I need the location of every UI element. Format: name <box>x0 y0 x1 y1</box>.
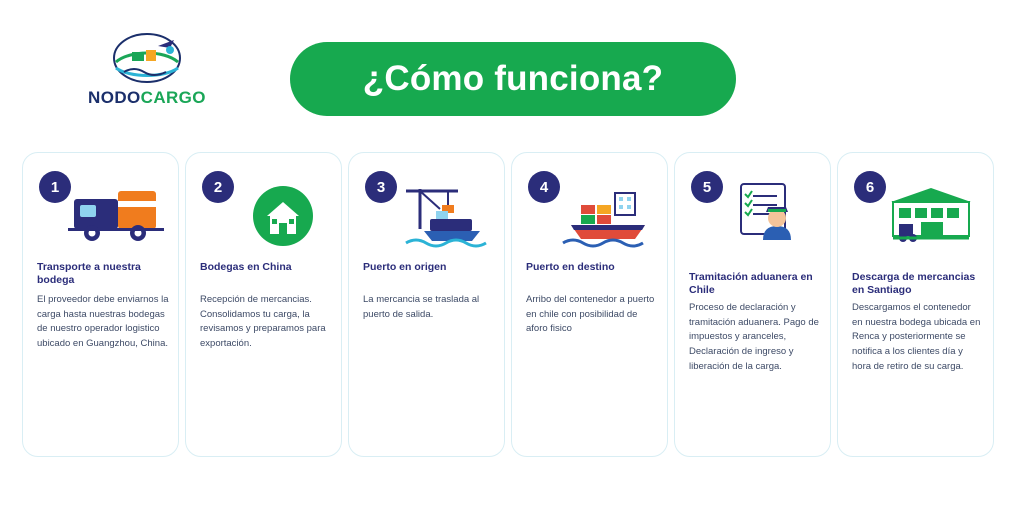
step-title: Descarga de mercancias en Santiago <box>852 271 976 297</box>
step-card-4[interactable] <box>511 152 668 457</box>
step-title: Puerto en destino <box>526 261 615 273</box>
step-title: Puerto en origen <box>363 261 447 273</box>
step-card-5[interactable] <box>674 152 831 457</box>
step-title: Transporte a nuestra bodega <box>37 261 141 287</box>
brand-name-part1: NODO <box>88 88 141 107</box>
step-text: La mercancia se traslada al puerto de salida. <box>363 294 480 320</box>
page-title-pill <box>290 42 736 116</box>
step-card-2[interactable] <box>185 152 342 457</box>
cargo-globe-logo-icon <box>72 28 222 86</box>
step-number-badge: 6 <box>854 171 886 203</box>
step-text: Recepción de mercancias. Consolidamos tu carga, la revisamos y preparamos para exportación. <box>200 294 326 350</box>
header <box>0 0 1024 140</box>
step-text: Proceso de declaración y tramitación aduanera. Pago de impuestos y aranceles, Declaración de ingreso y liberación de la carga. <box>689 302 819 372</box>
brand-name-part2: CARGO <box>140 88 206 107</box>
step-number-badge: 1 <box>39 171 71 203</box>
step-card-6[interactable] <box>837 152 994 457</box>
step-text: Descargamos el contenedor en nuestra bodega ubicada en Renca y posteriormente se notifica a los clientes día y hora de retiro de su carga. <box>852 302 981 372</box>
page-title: ¿Cómo funciona? <box>362 59 664 98</box>
step-title: Bodegas en China <box>200 261 292 273</box>
step-card-1[interactable] <box>22 152 179 457</box>
step-number-badge: 4 <box>528 171 560 203</box>
step-number-badge: 2 <box>202 171 234 203</box>
step-text: El proveedor debe enviarnos la carga hasta nuestras bodegas de nuestro operador logistico ubicado en Guangzhou, China. <box>37 294 169 350</box>
truck-icon <box>23 173 180 259</box>
customs-document-agent-icon <box>675 173 832 259</box>
port-crane-ship-icon <box>349 173 506 259</box>
warehouse-circle-icon <box>186 173 343 259</box>
step-card-3[interactable] <box>348 152 505 457</box>
step-number-badge: 5 <box>691 171 723 203</box>
step-number-badge: 3 <box>365 171 397 203</box>
warehouse-forklift-icon <box>838 173 995 259</box>
brand-logo <box>72 28 222 108</box>
steps-row <box>22 152 1002 460</box>
brand-name <box>72 88 222 108</box>
step-text: Arribo del contenedor a puerto en chile con posibilidad de aforo fisico <box>526 294 655 335</box>
container-ship-icon <box>512 173 669 259</box>
step-title: Tramitación aduanera en Chile <box>689 271 813 297</box>
